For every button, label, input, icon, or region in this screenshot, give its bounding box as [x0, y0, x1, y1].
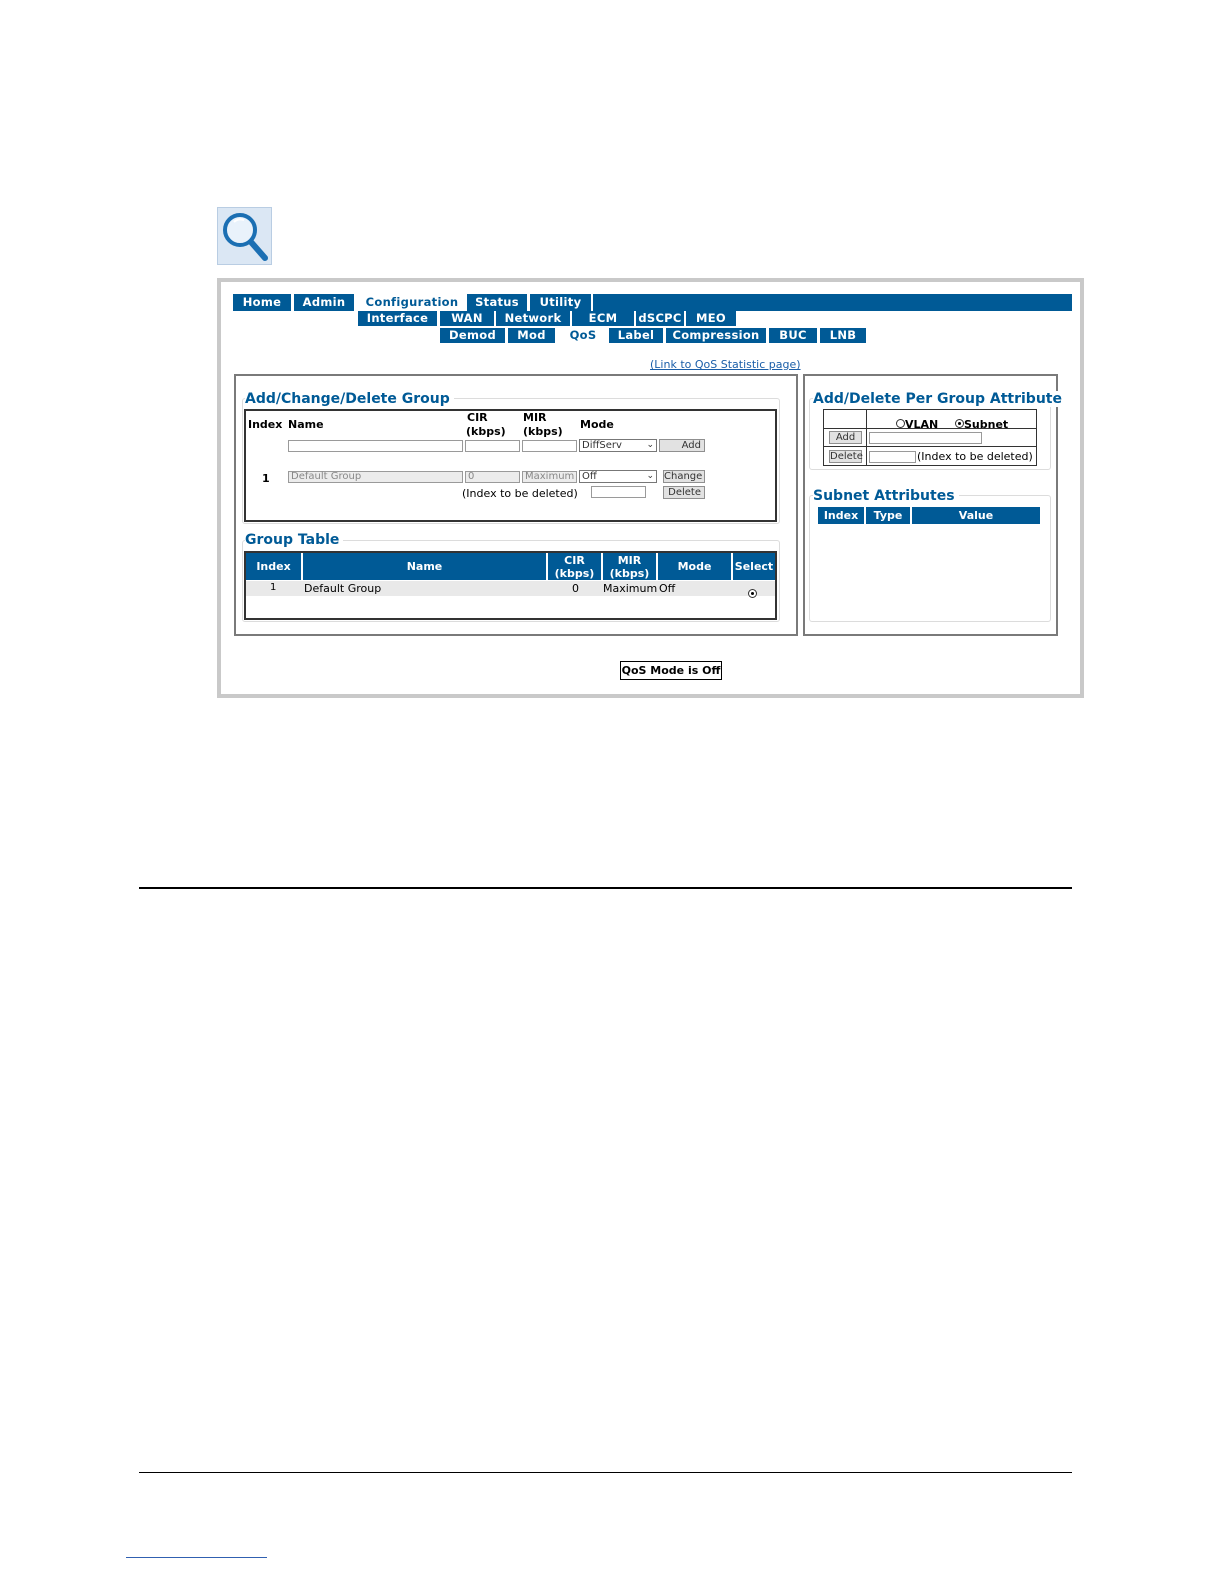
new-group-mir-input[interactable] — [522, 440, 577, 452]
tab-configuration[interactable]: Configuration — [358, 294, 466, 311]
chevron-down-icon: ⌄ — [646, 471, 654, 481]
col-select: Select — [733, 553, 775, 580]
add-attribute-button[interactable]: Add — [829, 431, 862, 444]
attribute-delete-index-input[interactable] — [869, 451, 916, 463]
new-group-name-input[interactable] — [288, 440, 463, 452]
col-cir — [548, 553, 602, 580]
header-index: Index — [248, 418, 283, 431]
group-form-box — [244, 409, 777, 522]
group-row-mode-select[interactable]: Off ⌄ — [579, 470, 657, 483]
delete-index-input[interactable] — [591, 486, 646, 498]
qos-statistic-link[interactable]: (Link to QoS Statistic page) — [650, 358, 801, 371]
header-name: Name — [288, 418, 324, 431]
section-divider — [139, 887, 1072, 889]
attribute-value-input[interactable] — [869, 432, 982, 444]
header-mir-unit: (kbps) — [523, 425, 563, 438]
delete-group-button[interactable]: Delete — [663, 486, 705, 499]
col-cir-label: CIR — [564, 554, 585, 567]
group-form-title: Add/Change/Delete Group — [245, 391, 454, 407]
tab-label[interactable]: Label — [609, 328, 665, 343]
header-cir: CIR — [467, 411, 488, 424]
row-select-radio[interactable] — [748, 583, 757, 602]
magnifier-icon — [217, 207, 272, 265]
subnet-attributes-header — [818, 507, 1040, 524]
third-nav-bar — [440, 328, 870, 344]
group-row-mir-input[interactable]: Maximum — [522, 471, 577, 483]
new-group-mode-select[interactable]: DiffServ ⌄ — [579, 439, 657, 452]
tab-dscpc[interactable]: dSCPC — [636, 311, 686, 326]
attribute-delete-label: (Index to be deleted) — [917, 450, 1033, 463]
tab-compression[interactable]: Compression — [666, 328, 768, 343]
col-mir-label: MIR — [617, 554, 642, 567]
header-mode: Mode — [580, 418, 614, 431]
row-mir: Maximum — [603, 582, 658, 595]
subnet-col-value: Value — [912, 507, 1040, 524]
vlan-label: VLAN — [905, 418, 939, 431]
group-row-cir-input[interactable]: 0 — [465, 471, 520, 483]
delete-index-label: (Index to be deleted) — [462, 487, 578, 500]
subnet-radio[interactable] — [955, 413, 1008, 432]
tab-buc[interactable]: BUC — [769, 328, 819, 343]
group-row-index: 1 — [262, 472, 270, 485]
tab-utility[interactable]: Utility — [530, 294, 593, 311]
col-index: Index — [246, 553, 302, 580]
table-row[interactable] — [246, 581, 775, 596]
subnet-attributes-title: Subnet Attributes — [813, 488, 959, 504]
change-group-button[interactable]: Change — [663, 470, 705, 483]
delete-attribute-button[interactable]: Delete — [830, 451, 863, 462]
tab-admin[interactable]: Admin — [294, 294, 356, 311]
qos-mode-status: QoS Mode is Off — [620, 661, 722, 680]
row-name: Default Group — [304, 582, 382, 595]
tab-home[interactable]: Home — [233, 294, 293, 311]
new-group-cir-input[interactable] — [465, 440, 520, 452]
header-cir-unit: (kbps) — [466, 425, 506, 438]
row-mode: Off — [659, 582, 676, 595]
subnet-col-type: Type — [866, 507, 911, 524]
tab-lnb[interactable]: LNB — [820, 328, 868, 343]
header-mir: MIR — [523, 411, 547, 424]
chevron-down-icon: ⌄ — [646, 440, 654, 450]
subnet-label: Subnet — [964, 418, 1009, 431]
vlan-radio[interactable] — [896, 413, 938, 432]
row-cir: 0 — [572, 582, 579, 595]
add-group-button[interactable]: Add — [659, 439, 705, 452]
footer-divider — [139, 1472, 1072, 1473]
tab-ecm[interactable]: ECM — [572, 311, 636, 326]
col-mode: Mode — [658, 553, 732, 580]
group-table-title: Group Table — [245, 532, 343, 548]
attribute-form-table — [823, 409, 1037, 466]
col-mir-unit: (kbps) — [609, 567, 650, 580]
attribute-form-title: Add/Delete Per Group Attribute — [813, 391, 1062, 407]
group-table-header — [246, 553, 775, 580]
col-mir — [603, 553, 657, 580]
tab-qos[interactable]: QoS — [558, 328, 608, 343]
col-cir-unit: (kbps) — [554, 567, 595, 580]
tab-mod[interactable]: Mod — [508, 328, 557, 343]
footer-link-underline — [126, 1557, 267, 1558]
tab-network[interactable]: Network — [496, 311, 572, 326]
tab-meo[interactable]: MEO — [686, 311, 738, 326]
top-nav-bar — [233, 294, 1072, 311]
tab-interface[interactable]: Interface — [358, 311, 439, 326]
second-nav-bar — [358, 311, 738, 327]
tab-wan[interactable]: WAN — [440, 311, 496, 326]
col-name: Name — [303, 553, 547, 580]
group-row-name-input[interactable]: Default Group — [288, 471, 463, 483]
tab-status[interactable]: Status — [467, 294, 529, 311]
row-index: 1 — [270, 582, 277, 593]
tab-demod[interactable]: Demod — [440, 328, 507, 343]
subnet-col-index: Index — [818, 507, 865, 524]
